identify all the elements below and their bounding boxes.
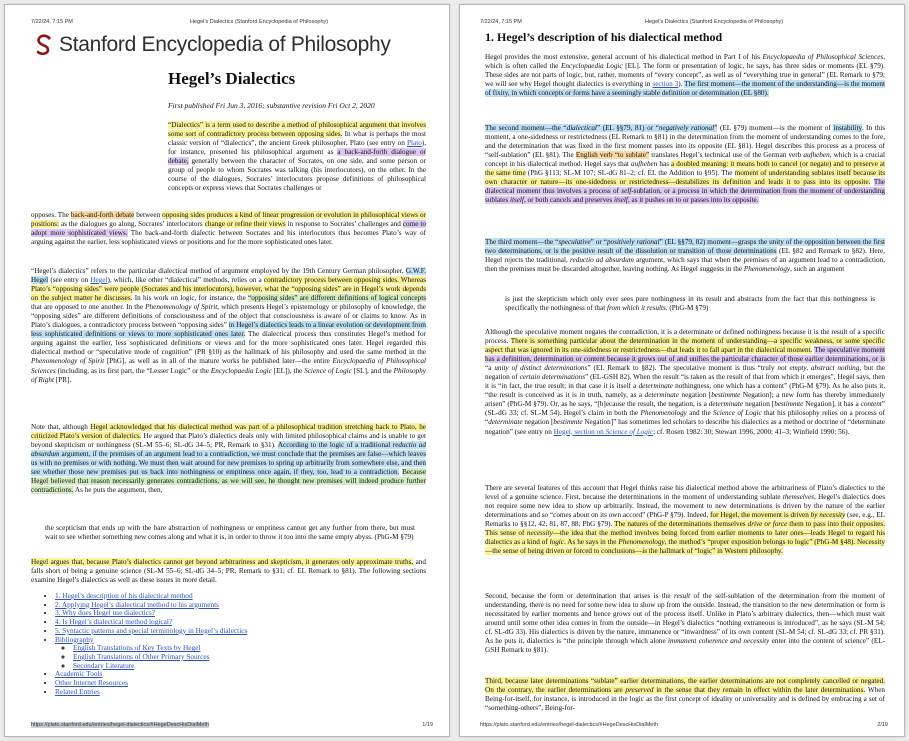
- intro-paragraph: “Dialectics” is a term used to describe a method of philosophical argument that involves some sort of contradictory process between opposing sides. In what is perhaps the most classic version of “dialectics”, the ancient Greek philosopher, Plato (see entry on Plato), for instance, presented his philosophical argument as a back-and-forth dialogue or debate, generally between the character of Socrates, on one side, and some person or group of people to whom Socrates was talking (his interlocutors), on the other. In the course of the dialogues, Socrates’ interlocutors propose definitions of philosophical concepts or express views that Socrates challenges or: [168, 121, 426, 193]
- paragraph-third-moment: The third moment—the “speculative” or “positively rational” (EL §§79, 82) moment—grasps the unity of the opposition between the first two determinations, or is the positive result of the dissolution or transition of those determinations (EL §82 and Remark to §82). Here, Hegel rejects the traditional, reductio ad absurdum argument, which says that when the premises of an argument lead to a contradiction, then the premises must be discarded altogether, leaving nothing. As Hegel suggests in the Phenomenology, such an argument: [485, 238, 885, 274]
- article-title: Hegel’s Dialectics: [168, 69, 296, 88]
- block-quote-nothingness: is just the skepticism which only ever sees pure nothingness in its result and abstracts from the fact that this nothingness is specifically the nothingness of that from which it results. (PhG-M §79): [505, 295, 875, 313]
- toc-link-bib-secondary[interactable]: Secondary Literature: [73, 660, 135, 670]
- paragraph-second-result: Second, because the form or determination that arises is the result of the self-sublation of the determination from the moment of understanding, there is no need for some new idea to show up from the outside. Instead, the transition to the new determination or form is necessitated by earlier moments and hence grows out of the process itself. Unlike in Plato’s arbitrary dialectics, then—which must wait around until some other idea comes in from the outside—in Hegel’s dialectics “nothing extraneous is introduced”, as he says (SL-M 54; cf. SL-dG 33). His dialectics is driven by the nature, immanence or “inwardness” of its own content (SL-M 54; cf. SL-dG 33; cf. PR §31). As he puts it, dialectics is “the principle through which alone immanent coherence and necessity enter into the content of science” (EL-GSH Remark to §81).: [485, 592, 885, 655]
- toc-link-section-3[interactable]: 3. Why does Hegel use dialectics?: [55, 608, 155, 618]
- toc-link-related-entries[interactable]: Related Entries: [55, 686, 100, 696]
- toc-link-bib-hegel-texts[interactable]: English Translations of Key Texts by Hegel: [73, 643, 201, 653]
- page-header-title: Hegel’s Dialectics (Stanford Encyclopedia of Philosophy): [190, 19, 329, 25]
- paragraph-third-sublate: Third, because later determinations “sublate” earlier determinations, the earlier determinations are not completely cancelled or negated. On the contrary, the earlier determinations are preserved in the sense that they remain in effect within the later determinations. When Being-for-itself, for instance, is introduced in the logic as the first concept of ideality or universality and is defined by embracing a set of “something-others”, Being-for-: [485, 677, 885, 713]
- sep-logo[interactable]: [35, 33, 391, 57]
- publication-date: First published Fri Jun 3, 2016; substantive revision Fri Oct 2, 2020: [168, 101, 375, 110]
- sep-logo-icon: [35, 34, 53, 56]
- page-footer-number: 1/19: [422, 722, 433, 728]
- pdf-page-1: [4, 4, 450, 737]
- paragraph-important-features: There are several features of this account that Hegel thinks raise his dialectical method above the arbitrariness of Plato’s dialectics to the level of a genuine science. First, because the determinations in the moment of understanding sublate themselves, Hegel’s dialectics does not require some new idea to show up arbitrarily. Instead, the movement to new determinations is driven by the nature of the earlier determinations and so “comes about on its own accord” (PhG-P §79). Indeed, for Hegel, the movement is driven by necessity (see, e.g., EL Remarks to §§12, 42, 81, 87, 88; PhG §79). The natures of the determinations themselves drive or force them to pass into their opposites. This sense of necessity—the idea that the method involves being forced from earlier moments to later ones—leads Hegel to regard his dialectics as a kind of logic. As he says in the Phenomenology, the method’s “proper exposition belongs to logic” (PhG-M §48). Necessity—the sense of being driven or forced to conclusions—is the hallmark of “logic” in Western philosophy.: [485, 484, 885, 556]
- pdf-page-2: [459, 4, 905, 737]
- section-heading: 1. Hegel’s description of his dialectical method: [485, 30, 723, 44]
- paragraph-speculative-moment: Although the speculative moment negates the contradiction, it is a determinate or defined nothingness because it is the result of a specific process. There is something particular about the determination in the moment of understanding—a specific weakness, or some specific aspect that was ignored in its one-sidedness or restrictedness—that leads it to fall apart in the dialectical moment. The speculative moment has a definition, determination or content because it grows out of and unifies the particular character of those earlier determinations, or is “a unity of distinct determinations” (EL Remark to §82). The speculative moment is thus “truly not empty, abstract nothing, but the negation of certain determinations” (EL-GSH 82). When the result “is taken as the result of that from which it emerges”, Hegel says, then it is “in fact, the true result; in that case it is itself a determinate nothingness, one which has a content” (PhG-M §79). As he also puts it, “the result is conceived as it is in truth, namely, as a determinate negation [bestimmte Negation]; a new form has thereby immediately arisen” (PhG-M §79). Or, as he says, “[b]ecause the result, the negation, is a determinate negation [bestimmte Negation], it has a content” (SL-dG 33; cf. SL-M 54). Hegel’s claim in both the Phenomenology and the Science of Logic that his philosophy relies on a process of “determinate negation [bestimmte Negation]” has sometimes led scholars to describe his dialectics as a method or doctrine of “determinate negation” (see entry on Hegel, section on Science of Logic; cf. Rosen 1982: 30; Stewart 1996, 2000: 41–3; Winfield 1990: 56).: [485, 328, 886, 436]
- toc-link-section-2[interactable]: 2. Applying Hegel’s dialectical method to his arguments: [55, 599, 220, 609]
- paragraph-dialectics-definition: “Hegel’s dialectics” refers to the particular dialectical method of argument employed by the 19th Century German philosopher, G.W.F. Hegel (see entry on Hegel), which, like other “dialectical” methods, relies on a contradictory process between opposing sides. Whereas Plato’s “opposing sides” were people (Socrates and his interlocutors), however, what the “opposing sides” are in Hegel’s work depends on the subject matter he discusses. In his work on logic, for instance, the “opposing sides” are different definitions of logical concepts that are opposed to one another. In the Phenomenology of Spirit, which presents Hegel’s epistemology or philosophy of knowledge, the “opposing sides” are different definitions of consciousness and of the object that consciousness is aware of or claims to know. As in Plato’s dialogues, a contradictory process between “opposing sides” in Hegel’s dialectics leads to a linear evolution or development from less sophisticated definitions or views to more sophisticated ones later. The dialectical process thus constitutes Hegel’s method for arguing against the earlier, less sophisticated definitions or views and for the more sophisticated ones later. Hegel regarded this dialectical method or “speculative mode of cognition” (PR §10) as the hallmark of his philosophy and used the same method in the Phenomenology of Spirit [PhG], as well as in all of the mature works he published later—the entire Encyclopaedia of Philosophical Sciences (including, as its first part, the “Lesser Logic” or the Encyclopaedia Logic [EL]), the Science of Logic [SL], and the Philosophy of Right [PR].: [31, 267, 427, 384]
- paragraph-hegel-argues: Hegel argues that, because Plato’s dialectics cannot get beyond arbitrariness and skepticism, it generates only approximate truths, and falls short of being a genuine science (SL-M 55–6; SL-dG 34–5; PR, Remark to §31; cf. EL Remark to §81). The following sections examine Hegel’s dialectics as well as these issues in more detail.: [31, 558, 426, 585]
- paragraph-second-moment: The second moment—the “dialectical” (EL §§79, 81) or “negatively rational” (EL §79) moment—is the moment of instability. In this moment, a one-sidedness or restrictedness (EL Remark to §81) in the determination from the moment of understanding comes to the fore, and the determination that was fixed in the first moment passes into its opposite (EL §81). Hegel describes this process as a process of “self-sublation” (EL §81). The English verb “to sublate” translates Hegel’s technical use of the German verb aufheben, which is a crucial concept in his dialectical method. Hegel says that aufheben has a doubled meaning: it means both to cancel (or negate) and to preserve at the same time (PhG §113; SL-M 107; SL-dG 81–2; cf. EL the Addition to §95). The moment of understanding sublates itself because its own character or nature—its one-sidedness or restrictedness—destabilizes its definition and leads it to pass into its opposite. The dialectical moment thus involves a process of self-sublation, or a process in which the determination from the moment of understanding sublates itself, or both cancels and preserves itself, as it pushes on to or passes into its opposite.: [485, 124, 886, 205]
- page-footer-url: https://plato.stanford.edu/entries/hegel-dialectics/#HegeDescHisDialMeth: [31, 722, 209, 728]
- paragraph-three-sides: Hegel provides the most extensive, general account of his dialectical method in Part I of his Encyclopaedia of Philosophical Sciences, which is often called the Encyclopaedia Logic [EL]. The form or presentation of logic, he says, has three sides or moments (EL §79). These sides are not parts of logic, but, rather, moments of “every concept”, as well as of “everything true in general” (EL Remark to §79; we will see why Hegel thought dialectics is everything in section 3). The first moment—the moment of the understanding—is the moment of fixity, in which concepts or forms have a seemingly stable definition or determination (EL §80).: [485, 53, 886, 98]
- page-footer-url: https://plato.stanford.edu/entries/hegel-dialectics/#HegeDescHisDialMeth: [480, 722, 658, 728]
- toc-link-section-4[interactable]: 4. Is Hegel’s dialectical method logical?: [55, 617, 173, 627]
- toc-link-academic-tools[interactable]: Academic Tools: [55, 669, 103, 679]
- page-header-datetime: 7/22/24, 7:15 PM: [31, 19, 73, 25]
- paragraph-hegel-acknowledged: Note that, although Hegel acknowledged that his dialectical method was part of a philosophical tradition stretching back to Plato, he criticized Plato’s version of dialectics. He argued that Plato’s dialectics deals only with limited philosophical claims and is unable to get beyond skepticism or nothingness (SL-M 55–6; SL-dG 34–5; PR, Remark to §31). According to the logic of a traditional reductio ad absurdum argument, if the premises of an argument lead to a contradiction, we must conclude that the premises are false—which leaves us with no premises or with nothing. We must then wait around for new premises to spring up arbitrarily from somewhere else, and then see whether those new premises put us back into nothingness or emptiness once again, if they, too, lead to a contradiction. Because Hegel believed that reason necessarily generates contradictions, as we will see, he thought new premises will indeed produce further contradictions. As he puts the argument, then,: [31, 423, 427, 495]
- toc-link-internet-resources[interactable]: Other Internet Resources: [55, 678, 128, 688]
- toc-link-bib-other-primary[interactable]: English Translations of Other Primary Sources: [73, 651, 210, 661]
- block-quote-skepticism: the scepticism that ends up with the bare abstraction of nothingness or emptiness cannot get any further from there, but must wait to see whether something new comes along and what it is, in order to throw it too into the same empty abyss. (PhG-M §79): [45, 524, 415, 542]
- toc-link-section-5[interactable]: 5. Syntactic patterns and special terminology in Hegel’s dialectics: [55, 625, 248, 635]
- page-header-datetime: 7/22/24, 7:15 PM: [480, 19, 522, 25]
- toc-link-bibliography[interactable]: Bibliography: [55, 634, 94, 644]
- page-footer-number: 2/19: [877, 722, 888, 728]
- page-header-title: Hegel’s Dialectics (Stanford Encyclopedia of Philosophy): [645, 19, 784, 25]
- table-of-contents: [45, 592, 247, 696]
- toc-link-section-1[interactable]: 1. Hegel’s description of his dialectical method: [55, 591, 193, 600]
- sep-logo-text: Stanford Encyclopedia of Philosophy: [59, 33, 391, 56]
- intro-paragraph-cont: opposes. The back-and-forth debate between opposing sides produces a kind of linear progression or evolution in philosophical views or positions: as the dialogues go along, Socrates’ interlocutors change or refine their views in response to Socrates’ challenges and come to adopt more sophisticated views. The back-and-forth dialectic between Socrates and his interlocutors thus becomes Plato’s way of arguing against the earlier, less sophisticated views or positions and for the more sophisticated ones later.: [31, 211, 427, 247]
